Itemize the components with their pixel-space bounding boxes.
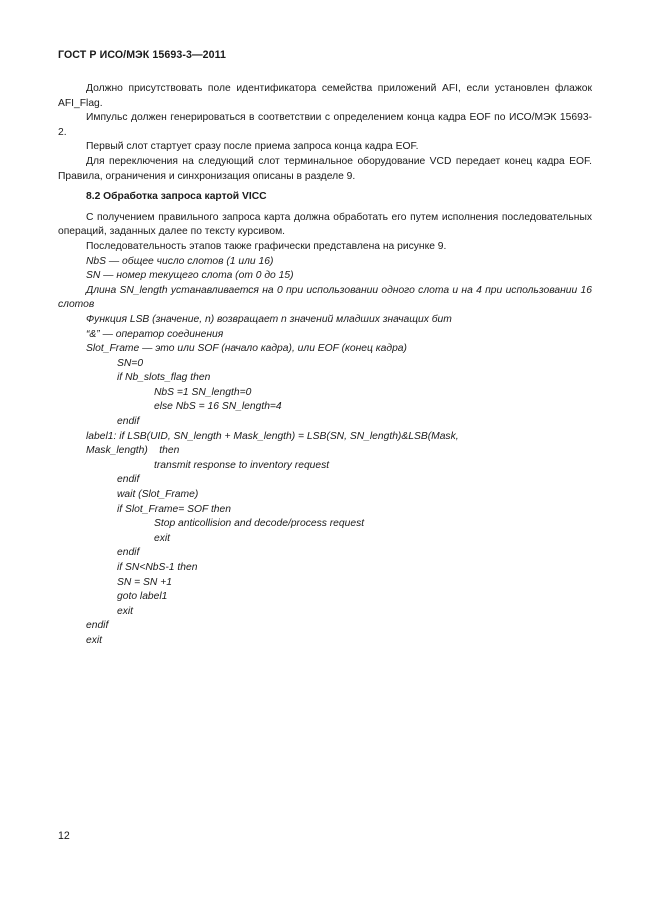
code-line: Stop anticollision and decode/process request [154,518,365,530]
code-line: exit [154,532,171,544]
definition-sn: SN — номер текущего слота (от 0 до 15) [86,270,294,282]
paragraph-afi: Должно присутствовать поле идентификатора семейства приложений AFI, если установлен флажок AFI_Flag. [58,83,592,109]
code-line: wait (Slot_Frame) [117,489,199,501]
code-line: transmit response to inventory request [154,459,330,471]
code-line: if Slot_Frame= SOF then [117,503,231,515]
code-line: endif [117,547,140,559]
paragraph-processing: С получением правильного запроса карта должна обработать его путем исполнения последовательных операций, заданных далее по тексту курсивом. [58,211,592,238]
code-line: if SN<NbS-1 then [117,562,198,573]
definition-slot-frame: Slot_Frame — это или SOF (начало кадра), или EOF (конец кадра) [86,343,407,355]
document-header: ГОСТ Р ИСО/МЭК 15693-3—2011 [58,49,227,61]
code-line: exit [86,634,103,646]
code-line: label1: if LSB(UID, SN_length + Mask_length) = LSB(SN, SN_length)&LSB(Mask, [86,430,459,442]
code-line: NbS =1 SN_length=0 [154,386,252,398]
code-line: SN = SN +1 [117,576,172,588]
definition-concat: “&” — оператор соединения [86,328,224,340]
code-line: goto label1 [117,591,168,603]
code-line: else NbS = 16 SN_length=4 [154,401,282,413]
definition-nbs: NbS — общее число слотов (1 или 16) [86,255,274,267]
definition-lsb: Функция LSB (значение, n) возвращает n значений младших значащих бит [86,313,452,325]
code-line: if Nb_slots_flag then [117,372,211,384]
paragraph-figure-ref: Последовательность этапов также графически представлена на рисунке 9. [86,240,447,252]
document-body [58,82,592,649]
code-line: exit [117,605,134,617]
paragraph-pulse: Импульс должен генерироваться в соответствии с определением конца кадра EOF по ИСО/МЭК 15693-2. [58,112,592,138]
code-line: endif [86,620,109,632]
definition-sn-length: Длина SN_length устанавливается на 0 при использовании одного слота и на 4 при использовании 16 слотов [58,284,592,311]
code-line: SN=0 [117,357,144,369]
section-heading: 8.2 Обработка запроса картой VICC [86,191,267,203]
code-line: Mask_length) then [86,445,180,457]
code-line: endif [117,474,140,486]
page-number: 12 [58,830,70,842]
paragraph-next-slot: Для переключения на следующий слот терминальное оборудование VCD передает конец кадра EOF. Правила, ограничения и синхронизация описаны в разделе 9. [58,155,592,182]
code-line: endif [117,416,140,428]
paragraph-first-slot: Первый слот стартует сразу после приема запроса конца кадра EOF. [86,141,419,153]
